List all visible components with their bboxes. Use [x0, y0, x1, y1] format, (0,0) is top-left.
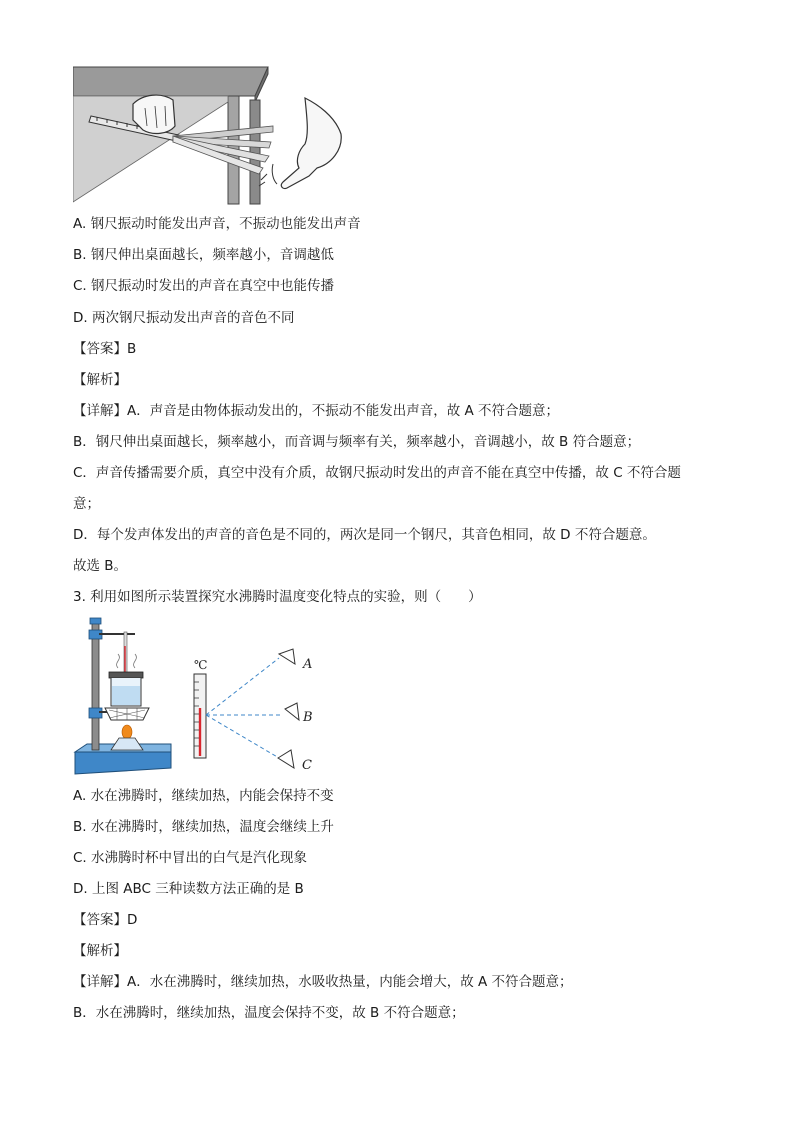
q2-detail-line: B．钢尺伸出桌面越长，频率越小，而音调与频率有关，频率越小，音调越小，故 B 符合题意；: [73, 434, 641, 450]
eye-a-label: A: [303, 657, 313, 672]
q2-detail-line: C．声音传播需要介质，真空中没有介质，故钢尺振动时发出的声音不能在真空中传播，故 C 不符合题: [73, 465, 681, 481]
q2-detail-line: 故选 B。: [73, 558, 128, 574]
q2-option-c: C. 钢尺振动时发出的声音在真空中也能传播: [73, 278, 335, 294]
steel-ruler-figure: [73, 64, 373, 206]
eye-c-label: C: [302, 758, 312, 773]
q3-analysis-label: 【解析】: [73, 943, 127, 959]
q2-detail-line: 意；: [73, 496, 100, 512]
q3-stem: 3. 利用如图所示装置探究水沸腾时温度变化特点的实验，则（ ）: [73, 589, 482, 605]
boiling-experiment-figure: [73, 616, 333, 776]
celsius-unit-label: ℃: [194, 658, 208, 672]
q3-detail-line: B．水在沸腾时，继续加热，温度会保持不变，故 B 不符合题意；: [73, 1005, 465, 1021]
q3-option-b: B. 水在沸腾时，继续加热，温度会继续上升: [73, 819, 334, 835]
q3-option-c: C. 水沸腾时杯中冒出的白气是汽化现象: [73, 850, 308, 866]
q2-option-a: A. 钢尺振动时能发出声音，不振动也能发出声音: [73, 216, 361, 232]
q2-option-b: B. 钢尺伸出桌面越长，频率越小，音调越低: [73, 247, 334, 263]
q3-detail-line: 【详解】A．水在沸腾时，继续加热，水吸收热量，内能会增大，故 A 不符合题意；: [73, 974, 573, 990]
q3-option-d: D. 上图 ABC 三种读数方法正确的是 B: [73, 881, 304, 897]
q2-option-d: D. 两次钢尺振动发出声音的音色不同: [73, 310, 295, 326]
q2-analysis-label: 【解析】: [73, 372, 127, 388]
q2-answer: 【答案】B: [73, 341, 137, 357]
q3-option-a: A. 水在沸腾时，继续加热，内能会保持不变: [73, 788, 334, 804]
q2-detail-line: D．每个发声体发出的声音的音色是不同的，两次是同一个钢尺，其音色相同，故 D 不符合题意。: [73, 527, 656, 543]
q2-detail-line: 【详解】A．声音是由物体振动发出的，不振动不能发出声音，故 A 不符合题意；: [73, 403, 560, 419]
eye-b-label: B: [303, 710, 313, 725]
q3-answer: 【答案】D: [73, 912, 138, 928]
